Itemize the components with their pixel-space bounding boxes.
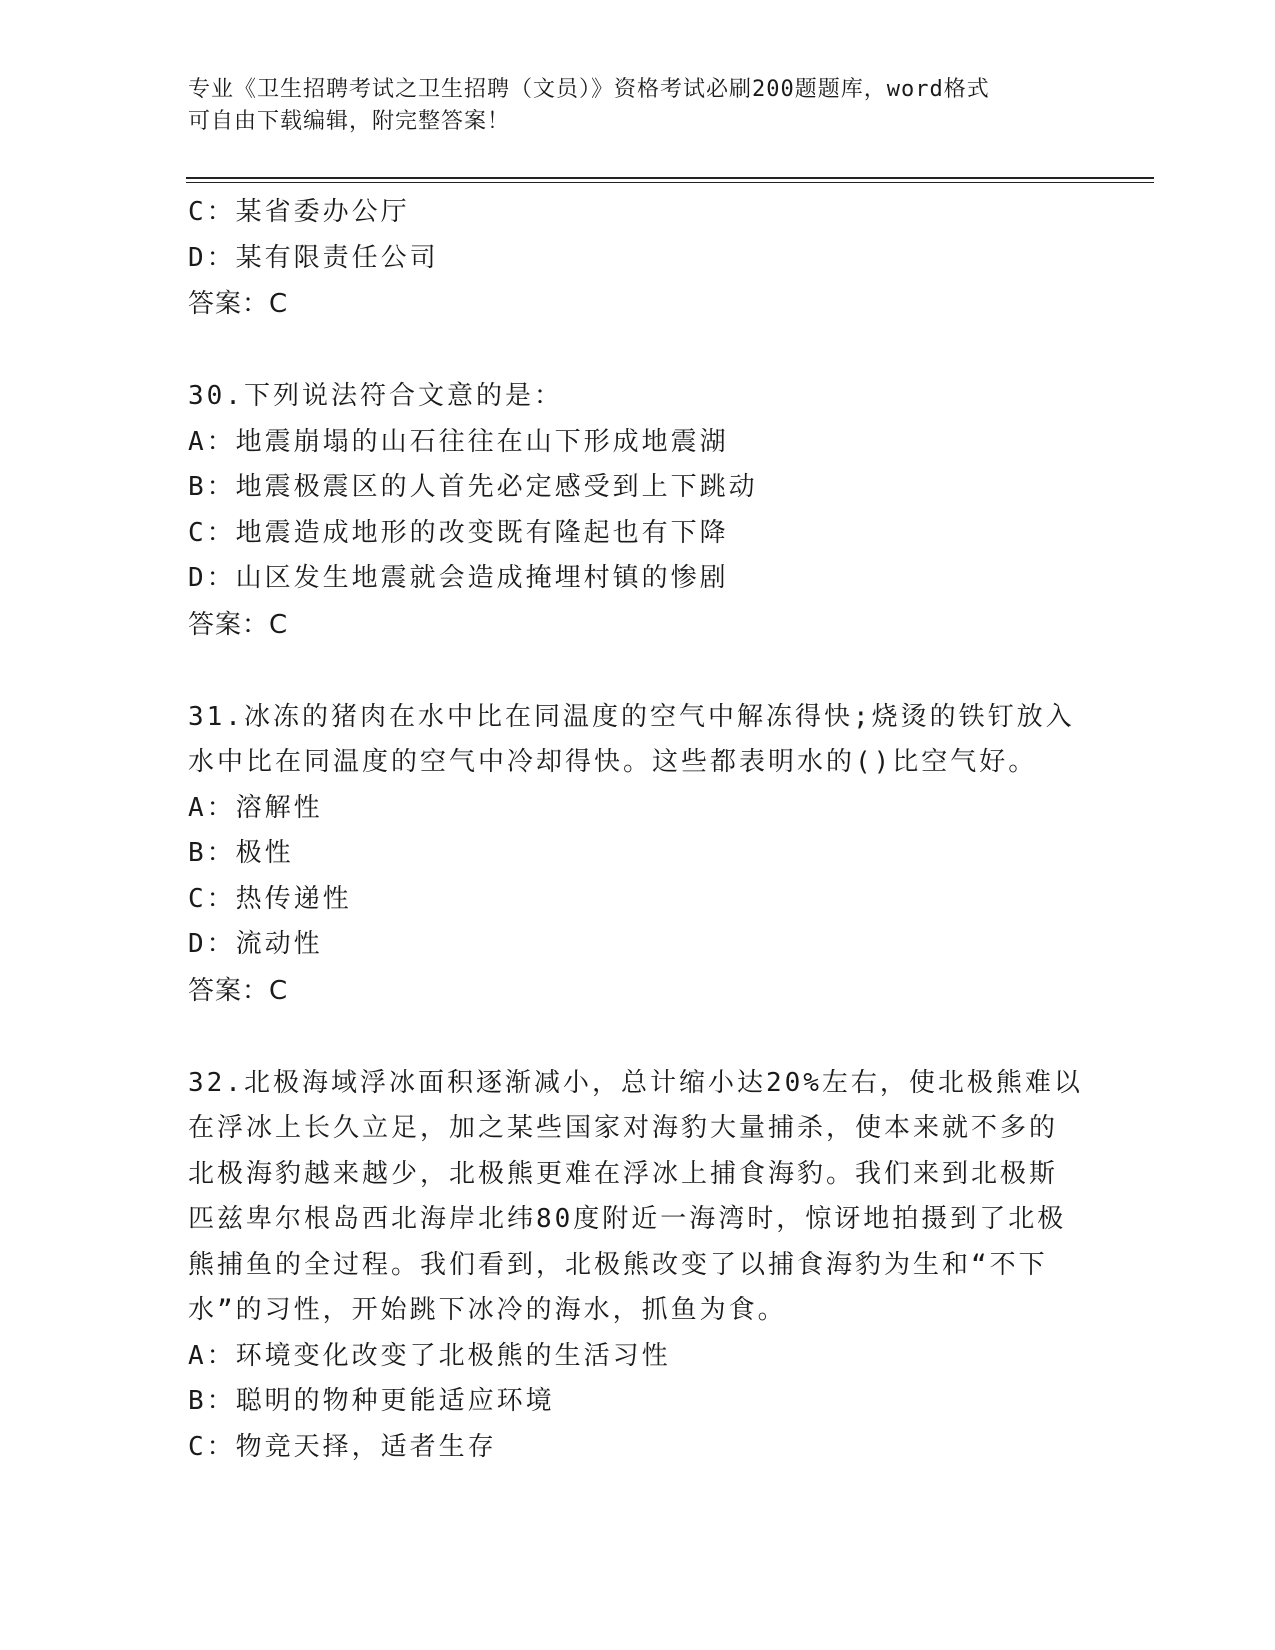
header-title-line-1: 专业《卫生招聘考试之卫生招聘（文员）》资格考试必刷200题题库，word格式	[188, 77, 990, 102]
header-divider	[186, 177, 1154, 183]
option-c: C：地震造成地形的改变既有隆起也有下降	[188, 517, 729, 548]
question-stem: 熊捕鱼的全过程。我们看到，北极熊改变了以捕食海豹为生和“不下	[188, 1249, 1048, 1280]
question-stem: 30.下列说法符合文意的是：	[188, 381, 563, 411]
answer-line: 答案：C	[188, 975, 289, 1006]
option-c: C：物竞天择，适者生存	[188, 1431, 497, 1462]
answer-line: 答案：C	[188, 609, 289, 640]
option-b: B：聪明的物种更能适应环境	[188, 1386, 555, 1416]
question-stem: 水中比在同温度的空气中冷却得快。这些都表明水的()比空气好。	[188, 747, 1038, 777]
question-stem: 匹兹卑尔根岛西北海岸北纬80度附近一海湾时，惊讶地拍摄到了北极	[188, 1204, 1067, 1234]
option-c: C：热传递性	[188, 883, 352, 914]
question-stem: 北极海豹越来越少，北极熊更难在浮冰上捕食海豹。我们来到北极斯	[188, 1158, 1059, 1189]
prev-question	[188, 190, 1088, 327]
option-d: D：山区发生地震就会造成掩埋村镇的惨剧	[188, 563, 729, 593]
spacer	[188, 327, 1088, 374]
answer-line: 答案：C	[188, 289, 289, 319]
question-32	[188, 1061, 1088, 1471]
question-stem: 32.北极海域浮冰面积逐渐减小，总计缩小达20%左右，使北极熊难以	[188, 1067, 1083, 1098]
option-b: B：地震极震区的人首先必定感受到上下跳动	[188, 472, 758, 502]
option-d: D：某有限责任公司	[188, 242, 439, 273]
question-31	[188, 695, 1088, 1014]
option-d: D：流动性	[188, 929, 323, 959]
question-stem: 在浮冰上长久立足，加之某些国家对海豹大量捕杀，使本来就不多的	[188, 1113, 1059, 1143]
option-c: C：某省委办公厅	[188, 197, 410, 227]
question-stem: 31.冰冻的猪肉在水中比在同温度的空气中解冻得快;烧烫的铁钉放入	[188, 701, 1075, 732]
option-a: A：溶解性	[188, 792, 323, 823]
page-header	[188, 74, 1068, 138]
spacer	[188, 648, 1088, 695]
spacer	[188, 1014, 1088, 1061]
header-title-line-2: 可自由下载编辑，附完整答案！	[188, 109, 511, 134]
option-a: A：环境变化改变了北极熊的生活习性	[188, 1340, 671, 1371]
option-b: B：极性	[188, 838, 294, 868]
question-stem: 水”的习性，开始跳下冰冷的海水，抓鱼为食。	[188, 1295, 787, 1325]
option-a: A：地震崩塌的山石往往在山下形成地震湖	[188, 426, 729, 457]
question-content	[188, 190, 1088, 1470]
question-30	[188, 374, 1088, 648]
